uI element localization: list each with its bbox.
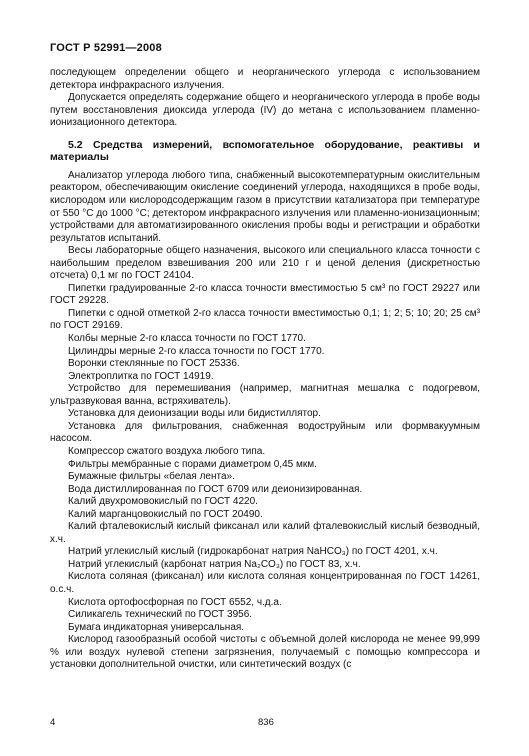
list-item: Натрий углекислый (карбонат натрия Na₂CO₃) по ГОСТ 83, х.ч. bbox=[68, 558, 361, 570]
list-item: Устройство для перемешивания (например, магнитная мешалка с подогревом, ультразвуковая ванна, встряхиватель). bbox=[50, 383, 480, 407]
equipment-list bbox=[50, 170, 480, 672]
page-number: 4 bbox=[50, 717, 56, 728]
list-item: Силикагель технический по ГОСТ 3956. bbox=[68, 609, 253, 621]
intro-paragraph-2: Допускается определять содержание общего и неорганического углерода в пробе воды путем восстановления диоксида углерода (IV) до метана с использованием пламенно-ионизационного детектора. bbox=[50, 92, 480, 129]
list-item: Компрессор сжатого воздуха любого типа. bbox=[68, 445, 266, 457]
list-item: Установка для фильтрования, снабженная водоструйным или формвакуумным насосом. bbox=[50, 420, 480, 445]
section-title: 5.2 Средства измерений, вспомогательное оборудование, реактивы и материалы bbox=[50, 138, 480, 164]
list-item: Бумага индикаторная универсальная. bbox=[68, 621, 245, 633]
list-item: Натрий углекислый кислый (гидрокарбонат натрия NaHCO₃) по ГОСТ 4201, х.ч. bbox=[68, 546, 438, 558]
list-item: Пипетки градуированные 2-го класса точности вместимостью 5 см³ по ГОСТ 29227 или ГОСТ 29228. bbox=[50, 282, 480, 307]
list-item: Анализатор углерода любого типа, снабженный высокотемпературным окислительным реактором, обеспечивающим окисление соединений углерода, находящихся в пробе воды, кислородом или кислородсодержащим газом в присутствии катализатора при температуре от 550 °С до 1000 °С; детектором инфракрасного излучения или пламенно-ионизационным; устройствами для автоматизированного окисления пробы воды и регистрации и обработки результатов испытаний. bbox=[50, 169, 480, 244]
list-item: Кислота соляная (фиксанал) или кислота соляная концентрированная по ГОСТ 14261, о.с.ч. bbox=[50, 571, 480, 595]
list-item: Весы лабораторные общего назначения, высокого или специального класса точности с наибольшим пределом взвешивания 200 или 210 г и ценой деления (дискретностью отсчета) 0,1 мг по ГОСТ 24104. bbox=[50, 245, 480, 282]
page-body bbox=[50, 67, 480, 672]
list-item: Установка для деионизации воды или бидистиллятор. bbox=[68, 408, 321, 420]
list-item: Воронки стеклянные по ГОСТ 25336. bbox=[68, 358, 240, 370]
list-item: Фильтры мембранные с порами диаметром 0,45 мкм. bbox=[68, 458, 317, 470]
list-item: Кислота ортофосфорная по ГОСТ 6552, ч.д.а. bbox=[68, 596, 282, 608]
list-item: Электроплитка по ГОСТ 14919. bbox=[68, 370, 214, 382]
document-header: ГОСТ Р 52991—2008 bbox=[50, 42, 162, 54]
list-item: Бумажные фильтры «белая лента». bbox=[68, 471, 235, 483]
sheet-number: 836 bbox=[258, 717, 274, 728]
list-item: Кислород газообразный особой чистоты с объемной долей кислорода не менее 99,999 % или воздух нулевой степени загрязнения, получаемый с помощью компрессора и установки дополнительной очистки, или синтетический воздух (с bbox=[50, 634, 480, 671]
list-item: Пипетки с одной отметкой 2-го класса точности вместимостью 0,1; 1; 2; 5; 10; 20; 25 см³ по ГОСТ 29169. bbox=[50, 307, 480, 332]
list-item: Калий фталевокислый кислый фиксанал или калий фталевокислый кислый безводный, х.ч. bbox=[50, 521, 480, 545]
intro-paragraph-1: последующем определении общего и неорганического углерода с использованием детектора инфракрасного излучения. bbox=[50, 67, 480, 91]
list-item: Вода дистиллированная по ГОСТ 6709 или деионизированная. bbox=[68, 483, 363, 495]
list-item: Калий двухромовокислый по ГОСТ 4220. bbox=[68, 496, 258, 508]
list-item: Цилиндры мерные 2-го класса точности по ГОСТ 1770. bbox=[68, 345, 325, 357]
list-item: Колбы мерные 2-го класса точности по ГОСТ 1770. bbox=[68, 333, 306, 345]
list-item: Калий марганцовокислый по ГОСТ 20490. bbox=[68, 508, 263, 520]
